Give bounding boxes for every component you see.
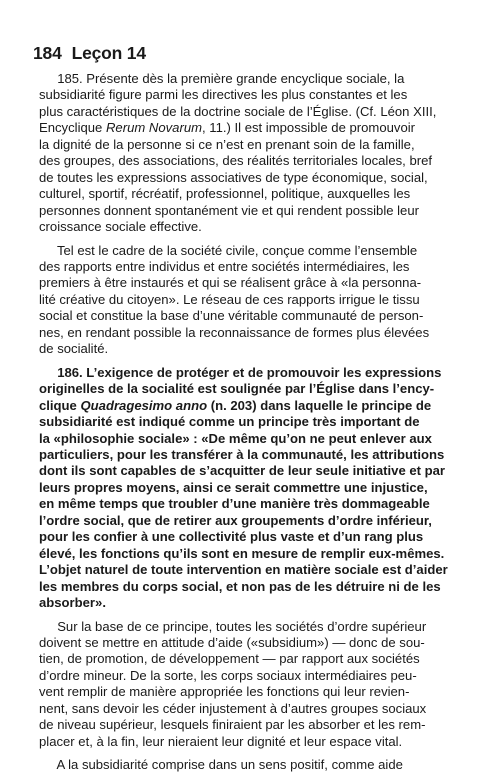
text-line (39, 562, 446, 578)
text-segment: vent remplir de manière appropriée les fonctions qui leur revien- (39, 684, 410, 700)
body-text (39, 71, 446, 774)
text-line (39, 87, 446, 103)
paragraph-p186b (39, 619, 446, 751)
text-line (39, 186, 446, 202)
text-line (39, 757, 446, 773)
text-line (39, 579, 446, 595)
text-line (39, 365, 446, 381)
paragraph-p186 (39, 365, 446, 612)
text-line (39, 529, 446, 545)
text-line (39, 308, 446, 324)
text-segment: plus caractéristiques de la doctrine sociale de l’Église. (Cf. Léon XIII, (39, 103, 437, 119)
text-segment: placer et, à la fin, leur nieraient leur dignité et leur espace vital. (39, 733, 403, 749)
text-line (39, 381, 446, 397)
text-line (39, 203, 446, 219)
text-line (39, 447, 446, 463)
paragraph-p185b (39, 243, 446, 358)
text-segment: croissance sociale effective. (39, 219, 202, 235)
text-line (39, 546, 446, 562)
text-line (39, 734, 446, 750)
text-segment: en même temps que troubler d’une manière très dommageable (39, 496, 430, 512)
text-segment: des rapports entre individus et entre sociétés intermédiaires, les (39, 258, 410, 274)
text-segment: subsidiarité figure parmi les directives les plus constantes et les (39, 87, 408, 103)
text-segment: des groupes, des associations, des réalités territoriales locales, bref (39, 153, 433, 169)
text-segment: premiers à être instaurés et qui se réalisent grâce à «la personna- (39, 275, 422, 291)
text-segment: 186. L’exigence de protéger et de promouvoir les expressions (39, 364, 442, 380)
text-segment: l’ordre social, que de retirer aux groupements d’ordre inférieur, (39, 512, 432, 528)
text-segment: subsidiarité est indiqué comme un principe très important de (39, 414, 420, 430)
text-line (39, 431, 446, 447)
text-segment: social et constitue la base d’une véritable communauté de person- (39, 308, 424, 324)
text-segment: de socialité. (39, 341, 109, 357)
italic-title: Rerum Novarum (105, 120, 203, 136)
text-line (39, 619, 446, 635)
text-line (39, 243, 446, 259)
text-segment: Sur la base de ce principe, toutes les sociétés d’ordre supérieur (39, 618, 427, 634)
text-segment: absorber». (39, 595, 106, 611)
running-header (33, 43, 146, 64)
paragraph-gap (39, 236, 446, 243)
text-segment: A la subsidiarité comprise dans un sens positif, comme aide (39, 757, 403, 773)
text-line (39, 414, 446, 430)
text-line (39, 668, 446, 684)
text-segment: dont ils sont capables de s’acquitter de leur seule initiative et par (39, 463, 446, 479)
text-segment: élevé, les fonctions qu’ils sont en mesure de remplir eux-mêmes. (39, 545, 445, 561)
text-line (39, 651, 446, 667)
text-line (39, 684, 446, 700)
text-line (39, 635, 446, 651)
text-segment: Tel est le cadre de la société civile, conçue comme l’ensemble (39, 242, 418, 258)
text-line (39, 259, 446, 275)
text-line (39, 463, 446, 479)
text-segment: de toutes les expressions associatives de type économique, social, (39, 169, 428, 185)
paragraph-gap (39, 358, 446, 365)
text-line (39, 71, 446, 87)
text-segment: L’objet naturel de toute intervention en matière sociale est d’aider (39, 562, 448, 578)
text-segment: doivent se mettre en attitude d’aide («subsidium») — donc de sou- (39, 634, 425, 650)
text-line (39, 170, 446, 186)
text-line (39, 496, 446, 512)
paragraph-gap (39, 612, 446, 619)
lesson-title: Leçon 14 (71, 43, 146, 63)
text-line (39, 153, 446, 169)
paragraph-p185 (39, 71, 446, 236)
text-segment: , 11.) Il est impossible de promouvoir (202, 120, 415, 136)
text-segment: clique (39, 397, 81, 413)
text-segment: leurs propres moyens, ainsi ce serait commettre une injustice, (39, 479, 428, 495)
text-line (39, 120, 446, 136)
text-segment: originelles de la socialité est soulignée par l’Église dans l’ency- (39, 381, 435, 397)
text-line (39, 595, 446, 611)
text-line (39, 480, 446, 496)
text-line (39, 701, 446, 717)
text-line (39, 398, 446, 414)
text-segment: les membres du corps social, et non pas de les détruire ni de les (39, 578, 441, 594)
text-segment: la dignité de la personne si ce n’est en prenant soin de la famille, (39, 136, 415, 152)
page-number: 184 (33, 43, 62, 63)
text-segment: lité créative du citoyen». Le réseau de ces rapports irrigue le tissu (39, 291, 420, 307)
italic-title: Quadragesimo anno (80, 397, 208, 413)
text-line (39, 717, 446, 733)
text-segment: personnes donnent spontanément vie et qui rendent possible leur (39, 202, 419, 218)
text-line (39, 292, 446, 308)
text-segment: pour les confier à une collectivité plus vaste et d’un rang plus (39, 529, 424, 545)
text-segment: nes, en rendant possible la reconnaissance de formes plus élevées (39, 324, 430, 340)
text-segment: d’ordre mineur. De la sorte, les corps sociaux intermédiaires peu- (39, 667, 417, 683)
text-segment: particuliers, pour les transférer à la communauté, les attributions (39, 446, 445, 462)
text-segment: culturel, sportif, récréatif, professionnel, politique, auxquelles les (39, 186, 411, 202)
text-segment: nent, sans devoir les céder injustement à d’autres groupes sociaux (39, 700, 427, 716)
paragraph-p186c (39, 757, 446, 773)
text-line (39, 341, 446, 357)
text-segment: (n. 203) dans laquelle le principe de (207, 397, 432, 413)
text-line (39, 325, 446, 341)
text-segment: la «philosophie sociale» : «De même qu’on ne peut enlever aux (39, 430, 432, 446)
text-line (39, 513, 446, 529)
text-line (39, 104, 446, 120)
text-segment: de niveau supérieur, lesquels finiraient par les absorber et les rem- (39, 717, 426, 733)
text-segment: tien, de promotion, de développement — par rapport aux sociétés (39, 651, 420, 667)
text-segment: 185. Présente dès la première grande encyclique sociale, la (39, 71, 405, 86)
text-segment: Encyclique (39, 120, 106, 136)
text-line (39, 275, 446, 291)
text-line (39, 219, 446, 235)
text-line (39, 137, 446, 153)
